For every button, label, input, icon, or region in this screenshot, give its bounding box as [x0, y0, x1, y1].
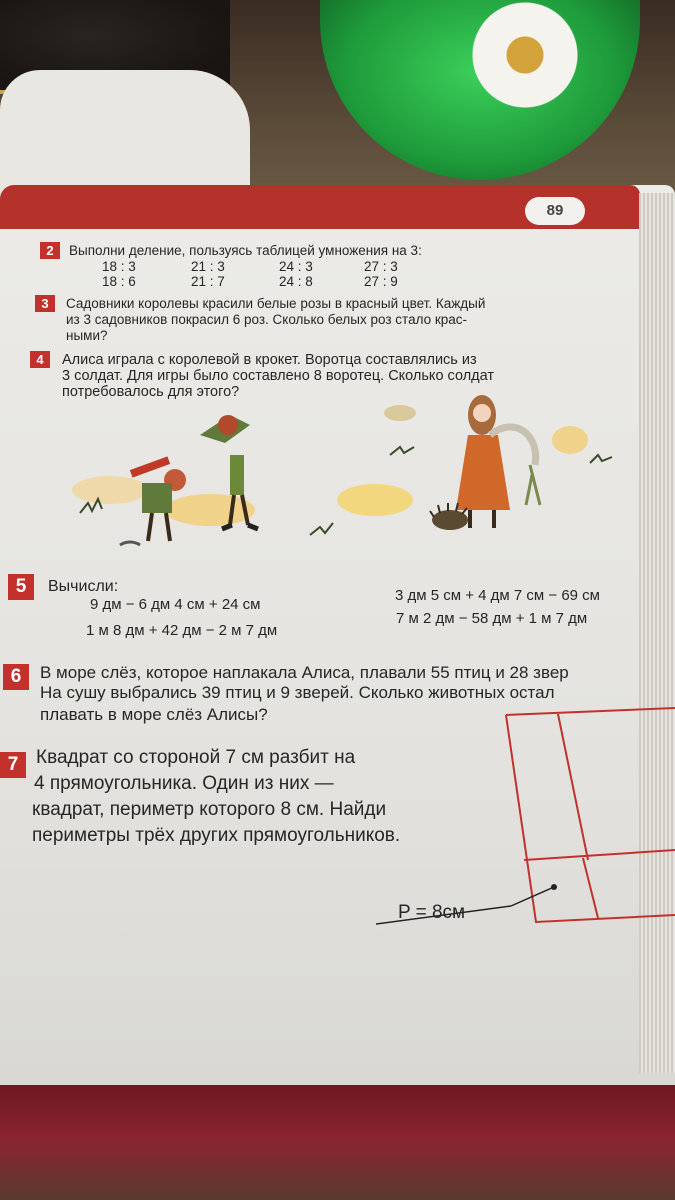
- inner-vertical-line-bottom: [583, 858, 598, 918]
- task-text-line: из 3 садовников покрасил 6 роз. Сколько белых роз стало крас-: [66, 312, 468, 327]
- expression: 1 м 8 дм + 42 дм − 2 м 7 дм: [86, 622, 278, 639]
- task-text-line: периметры трёх других прямоугольников.: [32, 825, 401, 846]
- perimeter-label: P = 8см: [398, 902, 466, 923]
- task-text-line: Садовники королевы красили белые розы в красный цвет. Каждый: [66, 296, 486, 311]
- division-example: 21 : 7: [191, 274, 225, 289]
- division-example: 24 : 3: [279, 259, 313, 274]
- task-text-line: Квадрат со стороной 7 см разбит на: [36, 747, 356, 768]
- inner-horizontal-line: [524, 850, 675, 860]
- task-number: 6: [3, 664, 29, 690]
- background-tablecloth: [0, 0, 675, 200]
- task-number: 5: [8, 574, 34, 600]
- division-example: 18 : 6: [102, 274, 136, 289]
- daisy-flower: [470, 0, 580, 110]
- task-number: 7: [0, 752, 26, 778]
- task-text-line: В море слёз, которое наплакала Алиса, плавали 55 птиц и 28 звер: [40, 663, 569, 682]
- task-text: Выполни деление, пользуясь таблицей умножения на 3:: [69, 243, 422, 258]
- towel: [0, 70, 250, 200]
- inner-vertical-line: [558, 714, 588, 860]
- page-number: 89: [525, 197, 585, 225]
- task-text-line: На сушу выбрались 39 птиц и 9 зверей. Сколько животных остал: [40, 683, 555, 702]
- division-example: 27 : 3: [364, 259, 398, 274]
- task-text-line: ными?: [66, 328, 108, 343]
- division-example: 27 : 9: [364, 274, 398, 289]
- division-example: 18 : 3: [102, 259, 136, 274]
- task-text-line: Алиса играла с королевой в крокет. Воротца составлялись из: [62, 352, 477, 368]
- pointer-dot: [551, 884, 557, 890]
- task-number: 4: [30, 351, 50, 368]
- task-text-line: квадрат, периметр которого 8 см. Найди: [32, 799, 387, 820]
- task-number: 2: [40, 242, 60, 259]
- division-example: 24 : 8: [279, 274, 313, 289]
- croquet-illustration: [70, 395, 630, 555]
- task-text-line: 3 солдат. Для игры было составлено 8 воротец. Сколько солдат: [62, 368, 494, 384]
- square-diagram: [376, 700, 675, 940]
- task-text-line: 4 прямоугольника. Один из них —: [34, 773, 334, 794]
- task-text-line: плавать в море слёз Алисы?: [40, 705, 268, 724]
- background-fabric: [0, 1080, 675, 1200]
- expression: 3 дм 5 см + 4 дм 7 см − 69 см: [395, 587, 600, 604]
- alice-figure: [456, 395, 540, 528]
- expression: 7 м 2 дм − 58 дм + 1 м 7 дм: [396, 610, 588, 627]
- page-edges: [639, 193, 675, 1073]
- task-number: 3: [35, 295, 55, 312]
- expression: 9 дм − 6 дм 4 см + 24 см: [90, 596, 261, 613]
- division-example: 21 : 3: [191, 259, 225, 274]
- task-text-line: потребовалось для этого?: [62, 384, 240, 400]
- task-heading: Вычисли:: [48, 578, 119, 595]
